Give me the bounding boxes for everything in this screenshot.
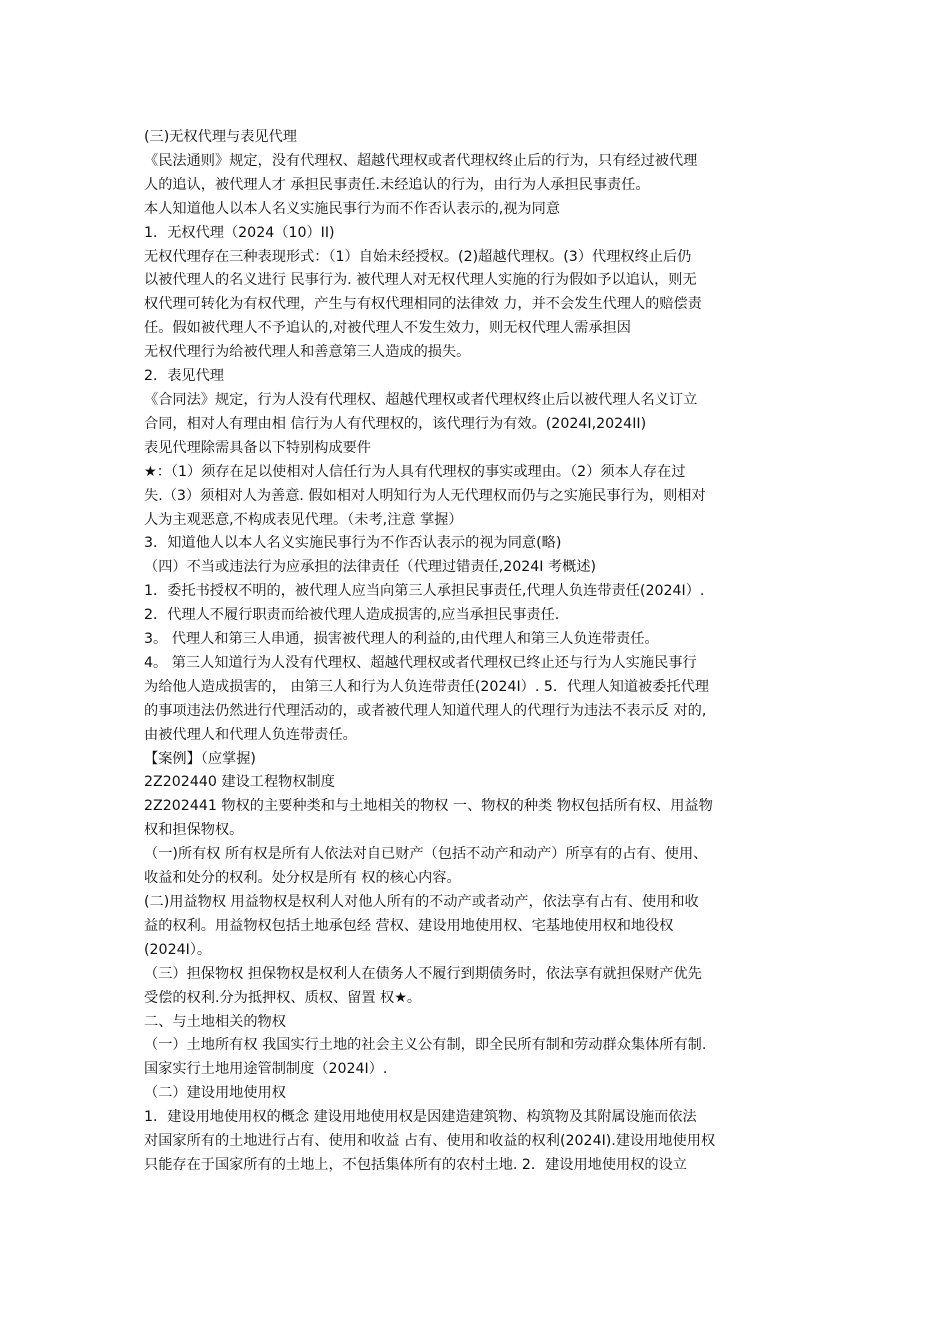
body-line: 表见代理除需具备以下特别构成要件 — [144, 439, 372, 456]
body-line: 任。假如被代理人不予追认的,对被代理人不发生效力，则无权代理人需承担因 — [144, 320, 631, 337]
body-line: 只能存在于国家所有的土地上，不包括集体所有的农村土地. 2．建设用地使用权的设立 — [144, 1156, 687, 1173]
body-line: 4。 第三人知道行为人没有代理权、超越代理权或者代理权已终止还与行为人实施民事行 — [144, 654, 697, 671]
body-line: 收益和处分的权利。处分权是所有 权的核心内容。 — [144, 870, 461, 887]
body-line: 权代理可转化为有权代理，产生与有权代理相同的法律效 力，并不会发生代理人的赔偿责 — [144, 296, 702, 313]
body-line: 本人知道他人以本人名义实施民事行为而不作否认表示的,视为同意 — [144, 200, 560, 217]
body-line: 对国家所有的土地进行占有、使用和收益 占有、使用和收益的权利(2024I).建设用地使用权 — [144, 1133, 716, 1150]
subsection-heading: 2．表见代理 — [144, 368, 224, 385]
body-line: 人的追认，被代理人才 承担民事责任.未经追认的行为，由行为人承担民事责任。 — [144, 176, 650, 193]
body-line: 无权代理存在三种表现形式：（1）自始未经授权。(2)超越代理权。(3）代理权终止后仍 — [144, 248, 692, 265]
body-line: (2024I）。 — [144, 941, 212, 958]
body-line: 由被代理人和代理人负连带责任。 — [144, 726, 357, 743]
body-line: (二)用益物权 用益物权是权利人对他人所有的不动产或者动产，依法享有占有、使用和收 — [144, 894, 699, 910]
document-body — [144, 126, 816, 1178]
body-line: （三）担保物权 担保物权是权利人在债务人不履行到期债务时，依法享有就担保财产优先 — [144, 965, 702, 982]
body-line: 1．建设用地使用权的概念 建设用地使用权是因建造建筑物、构筑物及其附属设施而依法 — [144, 1109, 697, 1126]
body-line: 3。 代理人和第三人串通，损害被代理人的利益的,由代理人和第三人负连带责任。 — [144, 631, 659, 648]
body-line: （一）土地所有权 我国实行土地的社会主义公有制，即全民所有制和劳动群众集体所有制. — [144, 1037, 707, 1054]
body-line: 合同，相对人有理由相 信行为人有代理权的，该代理行为有效。(2024I,2024II) — [144, 415, 647, 432]
body-line: 权和担保物权。 — [144, 822, 244, 839]
case-label: 【案例】（应掌握) — [144, 750, 256, 767]
body-line: 以被代理人的名义进行 民事行为. 被代理人对无权代理人实施的行为假如予以追认，则无 — [144, 272, 697, 289]
chapter-heading: 2Z202440 建设工程物权制度 — [144, 774, 335, 791]
subsection-heading: （二）建设用地使用权 — [144, 1085, 286, 1102]
body-line: 2Z202441 物权的主要种类和与土地相关的物权 一、物权的种类 物权包括所有权、用益物 — [144, 798, 713, 815]
body-line: （一)所有权 所有权是所有人依法对自已财产（包括不动产和动产）所享有的占有、使用、 — [144, 846, 708, 863]
body-line: 益的权利。用益物权包括土地承包经 营权、建设用地使用权、宅基地使用权和地役权 — [144, 917, 674, 934]
body-line: 人为主观恶意,不构成表见代理。（未考,注意 掌握） — [144, 511, 463, 528]
body-line: 为给他人造成损害的， 由第三人和行为人负连带责任(2024I）. 5．代理人知道被委托代理 — [144, 678, 709, 695]
body-line: 无权代理行为给被代理人和善意第三人造成的损失。 — [144, 344, 471, 361]
section-heading: （四）不当或违法行为应承担的法律责任（代理过错责任,2024I 考概述) — [144, 559, 597, 576]
section-heading: (三)无权代理与表见代理 — [144, 129, 297, 145]
section-heading: 二、与土地相关的物权 — [144, 1013, 286, 1030]
body-line: 《民法通则》规定，没有代理权、超越代理权或者代理权终止后的行为，只有经过被代理 — [144, 152, 698, 169]
body-line: 的事项违法仍然进行代理活动的，或者被代理人知道代理人的代理行为违法不表示反 对的, — [144, 702, 707, 719]
subsection-heading: 1．无权代理（2024（10）II) — [144, 224, 335, 241]
body-line: 国家实行土地用途管制制度（2024I）. — [144, 1061, 388, 1078]
body-line: 3．知道他人以本人名义实施民事行为不作否认表示的视为同意(略) — [144, 535, 562, 552]
body-line: ★：（1）须存在足以使相对人信任行为人具有代理权的事实或理由。（2）须本人存在过 — [144, 463, 686, 480]
body-line: 失.（3）须相对人为善意. 假如相对人明知行为人无代理权而仍与之实施民事行为，则相对 — [144, 487, 706, 504]
body-line: 《合同法》规定，行为人没有代理权、超越代理权或者代理权终止后以被代理人名义订立 — [144, 391, 698, 408]
body-line: 1．委托书授权不明的，被代理人应当向第三人承担民事责任,代理人负连带责任(2024I）. — [144, 583, 705, 600]
body-line: 2．代理人不履行职责而给被代理人造成损害的,应当承担民事责任. — [144, 607, 560, 624]
body-line: 受偿的权利.分为抵押权、质权、留置 权★。 — [144, 989, 422, 1006]
